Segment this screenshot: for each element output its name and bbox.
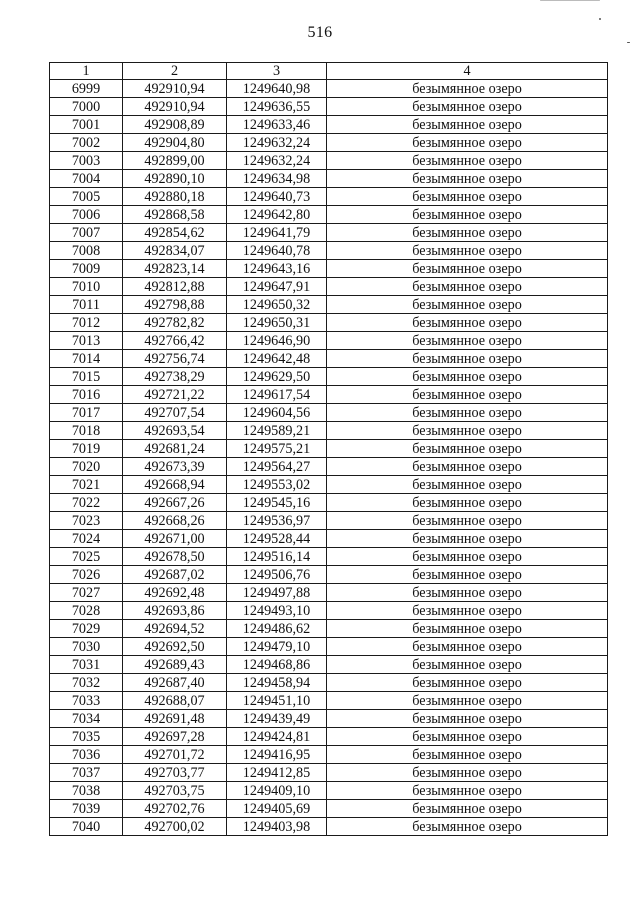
y-coordinate-cell: 1249640,73	[227, 188, 327, 206]
x-coordinate-cell: 492798,88	[123, 296, 227, 314]
point-number-cell: 7003	[50, 152, 123, 170]
table-row	[50, 674, 608, 692]
table-row	[50, 602, 608, 620]
y-coordinate-cell: 1249642,80	[227, 206, 327, 224]
object-name-cell: безымянное озеро	[327, 548, 608, 566]
y-coordinate-cell: 1249640,78	[227, 242, 327, 260]
table-row	[50, 728, 608, 746]
x-coordinate-cell: 492671,00	[123, 530, 227, 548]
object-name-cell: безымянное озеро	[327, 80, 608, 98]
table-row	[50, 692, 608, 710]
table-row	[50, 134, 608, 152]
object-name-cell: безымянное озеро	[327, 692, 608, 710]
point-number-cell: 7031	[50, 656, 123, 674]
x-coordinate-cell: 492667,26	[123, 494, 227, 512]
x-coordinate-cell: 492678,50	[123, 548, 227, 566]
point-number-cell: 7000	[50, 98, 123, 116]
table-row	[50, 386, 608, 404]
point-number-cell: 7040	[50, 818, 123, 836]
x-coordinate-cell: 492782,82	[123, 314, 227, 332]
object-name-cell: безымянное озеро	[327, 152, 608, 170]
table-row	[50, 116, 608, 134]
table-row	[50, 818, 608, 836]
point-number-cell: 7037	[50, 764, 123, 782]
point-number-cell: 6999	[50, 80, 123, 98]
table-row	[50, 260, 608, 278]
y-coordinate-cell: 1249497,88	[227, 584, 327, 602]
point-number-cell: 7034	[50, 710, 123, 728]
x-coordinate-cell: 492890,10	[123, 170, 227, 188]
y-coordinate-cell: 1249486,62	[227, 620, 327, 638]
y-coordinate-cell: 1249604,56	[227, 404, 327, 422]
y-coordinate-cell: 1249650,32	[227, 296, 327, 314]
table-row	[50, 656, 608, 674]
point-number-cell: 7027	[50, 584, 123, 602]
table-row	[50, 584, 608, 602]
table-row	[50, 764, 608, 782]
x-coordinate-cell: 492868,58	[123, 206, 227, 224]
y-coordinate-cell: 1249458,94	[227, 674, 327, 692]
y-coordinate-cell: 1249493,10	[227, 602, 327, 620]
object-name-cell: безымянное озеро	[327, 458, 608, 476]
object-name-cell: безымянное озеро	[327, 170, 608, 188]
object-name-cell: безымянное озеро	[327, 404, 608, 422]
x-coordinate-cell: 492694,52	[123, 620, 227, 638]
point-number-cell: 7018	[50, 422, 123, 440]
table-row	[50, 170, 608, 188]
object-name-cell: безымянное озеро	[327, 134, 608, 152]
point-number-cell: 7023	[50, 512, 123, 530]
table-row	[50, 440, 608, 458]
table-row	[50, 638, 608, 656]
object-name-cell: безымянное озеро	[327, 476, 608, 494]
object-name-cell: безымянное озеро	[327, 314, 608, 332]
coordinates-table	[49, 62, 608, 836]
point-number-cell: 7017	[50, 404, 123, 422]
y-coordinate-cell: 1249451,10	[227, 692, 327, 710]
point-number-cell: 7019	[50, 440, 123, 458]
point-number-cell: 7008	[50, 242, 123, 260]
object-name-cell: безымянное озеро	[327, 440, 608, 458]
object-name-cell: безымянное озеро	[327, 224, 608, 242]
table-row	[50, 206, 608, 224]
object-name-cell: безымянное озеро	[327, 296, 608, 314]
x-coordinate-cell: 492689,43	[123, 656, 227, 674]
y-coordinate-cell: 1249424,81	[227, 728, 327, 746]
y-coordinate-cell: 1249632,24	[227, 134, 327, 152]
y-coordinate-cell: 1249650,31	[227, 314, 327, 332]
header-row	[50, 63, 608, 80]
x-coordinate-cell: 492880,18	[123, 188, 227, 206]
object-name-cell: безымянное озеро	[327, 242, 608, 260]
object-name-cell: безымянное озеро	[327, 674, 608, 692]
x-coordinate-cell: 492703,75	[123, 782, 227, 800]
object-name-cell: безымянное озеро	[327, 602, 608, 620]
y-coordinate-cell: 1249405,69	[227, 800, 327, 818]
table-row	[50, 512, 608, 530]
object-name-cell: безымянное озеро	[327, 566, 608, 584]
point-number-cell: 7012	[50, 314, 123, 332]
table-row	[50, 566, 608, 584]
point-number-cell: 7013	[50, 332, 123, 350]
object-name-cell: безымянное озеро	[327, 98, 608, 116]
point-number-cell: 7007	[50, 224, 123, 242]
table-row	[50, 278, 608, 296]
x-coordinate-cell: 492812,88	[123, 278, 227, 296]
y-coordinate-cell: 1249479,10	[227, 638, 327, 656]
y-coordinate-cell: 1249439,49	[227, 710, 327, 728]
y-coordinate-cell: 1249641,79	[227, 224, 327, 242]
x-coordinate-cell: 492702,76	[123, 800, 227, 818]
point-number-cell: 7021	[50, 476, 123, 494]
object-name-cell: безымянное озеро	[327, 638, 608, 656]
page-number: 516	[307, 24, 333, 41]
x-coordinate-cell: 492687,40	[123, 674, 227, 692]
point-number-cell: 7005	[50, 188, 123, 206]
point-number-cell: 7006	[50, 206, 123, 224]
table-row	[50, 422, 608, 440]
object-name-cell: безымянное озеро	[327, 278, 608, 296]
x-coordinate-cell: 492721,22	[123, 386, 227, 404]
table-header	[50, 63, 608, 80]
y-coordinate-cell: 1249468,86	[227, 656, 327, 674]
table-row	[50, 224, 608, 242]
x-coordinate-cell: 492823,14	[123, 260, 227, 278]
object-name-cell: безымянное озеро	[327, 710, 608, 728]
point-number-cell: 7010	[50, 278, 123, 296]
y-coordinate-cell: 1249575,21	[227, 440, 327, 458]
point-number-cell: 7002	[50, 134, 123, 152]
point-number-cell: 7035	[50, 728, 123, 746]
point-number-cell: 7026	[50, 566, 123, 584]
table-row	[50, 620, 608, 638]
table-row	[50, 350, 608, 368]
table-row	[50, 548, 608, 566]
x-coordinate-cell: 492688,07	[123, 692, 227, 710]
point-number-cell: 7015	[50, 368, 123, 386]
point-number-cell: 7039	[50, 800, 123, 818]
table-row	[50, 368, 608, 386]
column-header-point-number: 1	[50, 63, 123, 80]
x-coordinate-cell: 492693,86	[123, 602, 227, 620]
x-coordinate-cell: 492910,94	[123, 80, 227, 98]
object-name-cell: безымянное озеро	[327, 332, 608, 350]
y-coordinate-cell: 1249412,85	[227, 764, 327, 782]
table-row	[50, 98, 608, 116]
object-name-cell: безымянное озеро	[327, 656, 608, 674]
table-row	[50, 710, 608, 728]
point-number-cell: 7025	[50, 548, 123, 566]
x-coordinate-cell: 492834,07	[123, 242, 227, 260]
y-coordinate-cell: 1249553,02	[227, 476, 327, 494]
x-coordinate-cell: 492854,62	[123, 224, 227, 242]
point-number-cell: 7024	[50, 530, 123, 548]
point-number-cell: 7004	[50, 170, 123, 188]
object-name-cell: безымянное озеро	[327, 818, 608, 836]
y-coordinate-cell: 1249506,76	[227, 566, 327, 584]
point-number-cell: 7016	[50, 386, 123, 404]
x-coordinate-cell: 492910,94	[123, 98, 227, 116]
x-coordinate-cell: 492681,24	[123, 440, 227, 458]
table-row	[50, 332, 608, 350]
x-coordinate-cell: 492691,48	[123, 710, 227, 728]
point-number-cell: 7014	[50, 350, 123, 368]
object-name-cell: безымянное озеро	[327, 764, 608, 782]
scan-artifact	[627, 42, 630, 43]
table-row	[50, 404, 608, 422]
object-name-cell: безымянное озеро	[327, 368, 608, 386]
object-name-cell: безымянное озеро	[327, 584, 608, 602]
x-coordinate-cell: 492692,48	[123, 584, 227, 602]
y-coordinate-cell: 1249632,24	[227, 152, 327, 170]
table-row	[50, 296, 608, 314]
x-coordinate-cell: 492687,02	[123, 566, 227, 584]
point-number-cell: 7020	[50, 458, 123, 476]
point-number-cell: 7028	[50, 602, 123, 620]
x-coordinate-cell: 492904,80	[123, 134, 227, 152]
x-coordinate-cell: 492697,28	[123, 728, 227, 746]
y-coordinate-cell: 1249647,91	[227, 278, 327, 296]
point-number-cell: 7038	[50, 782, 123, 800]
x-coordinate-cell: 492738,29	[123, 368, 227, 386]
x-coordinate-cell: 492701,72	[123, 746, 227, 764]
table-row	[50, 746, 608, 764]
point-number-cell: 7036	[50, 746, 123, 764]
y-coordinate-cell: 1249640,98	[227, 80, 327, 98]
object-name-cell: безымянное озеро	[327, 620, 608, 638]
y-coordinate-cell: 1249646,90	[227, 332, 327, 350]
x-coordinate-cell: 492673,39	[123, 458, 227, 476]
point-number-cell: 7030	[50, 638, 123, 656]
object-name-cell: безымянное озеро	[327, 116, 608, 134]
y-coordinate-cell: 1249416,95	[227, 746, 327, 764]
column-header-x-coordinate: 2	[123, 63, 227, 80]
x-coordinate-cell: 492693,54	[123, 422, 227, 440]
table-row	[50, 314, 608, 332]
x-coordinate-cell: 492707,54	[123, 404, 227, 422]
column-header-object-name: 4	[327, 63, 608, 80]
table-row	[50, 458, 608, 476]
table-row	[50, 494, 608, 512]
column-header-y-coordinate: 3	[227, 63, 327, 80]
table-row	[50, 152, 608, 170]
point-number-cell: 7029	[50, 620, 123, 638]
y-coordinate-cell: 1249617,54	[227, 386, 327, 404]
table-row	[50, 188, 608, 206]
y-coordinate-cell: 1249403,98	[227, 818, 327, 836]
table-row	[50, 782, 608, 800]
y-coordinate-cell: 1249409,10	[227, 782, 327, 800]
point-number-cell: 7011	[50, 296, 123, 314]
object-name-cell: безымянное озеро	[327, 422, 608, 440]
x-coordinate-cell: 492899,00	[123, 152, 227, 170]
object-name-cell: безымянное озеро	[327, 800, 608, 818]
scan-artifact	[599, 18, 601, 20]
object-name-cell: безымянное озеро	[327, 350, 608, 368]
y-coordinate-cell: 1249589,21	[227, 422, 327, 440]
y-coordinate-cell: 1249643,16	[227, 260, 327, 278]
x-coordinate-cell: 492700,02	[123, 818, 227, 836]
x-coordinate-cell: 492756,74	[123, 350, 227, 368]
x-coordinate-cell: 492703,77	[123, 764, 227, 782]
table-row	[50, 476, 608, 494]
y-coordinate-cell: 1249545,16	[227, 494, 327, 512]
x-coordinate-cell: 492908,89	[123, 116, 227, 134]
object-name-cell: безымянное озеро	[327, 386, 608, 404]
object-name-cell: безымянное озеро	[327, 728, 608, 746]
y-coordinate-cell: 1249528,44	[227, 530, 327, 548]
x-coordinate-cell: 492766,42	[123, 332, 227, 350]
point-number-cell: 7001	[50, 116, 123, 134]
point-number-cell: 7033	[50, 692, 123, 710]
y-coordinate-cell: 1249633,46	[227, 116, 327, 134]
point-number-cell: 7009	[50, 260, 123, 278]
table-row	[50, 800, 608, 818]
x-coordinate-cell: 492668,26	[123, 512, 227, 530]
table-row	[50, 530, 608, 548]
y-coordinate-cell: 1249516,14	[227, 548, 327, 566]
x-coordinate-cell: 492668,94	[123, 476, 227, 494]
table-body	[50, 80, 608, 836]
y-coordinate-cell: 1249536,97	[227, 512, 327, 530]
point-number-cell: 7032	[50, 674, 123, 692]
object-name-cell: безымянное озеро	[327, 188, 608, 206]
object-name-cell: безымянное озеро	[327, 782, 608, 800]
object-name-cell: безымянное озеро	[327, 530, 608, 548]
y-coordinate-cell: 1249564,27	[227, 458, 327, 476]
y-coordinate-cell: 1249634,98	[227, 170, 327, 188]
object-name-cell: безымянное озеро	[327, 260, 608, 278]
object-name-cell: безымянное озеро	[327, 746, 608, 764]
scan-artifact	[540, 0, 600, 1]
object-name-cell: безымянное озеро	[327, 512, 608, 530]
table-row	[50, 80, 608, 98]
y-coordinate-cell: 1249642,48	[227, 350, 327, 368]
object-name-cell: безымянное озеро	[327, 206, 608, 224]
point-number-cell: 7022	[50, 494, 123, 512]
y-coordinate-cell: 1249636,55	[227, 98, 327, 116]
object-name-cell: безымянное озеро	[327, 494, 608, 512]
y-coordinate-cell: 1249629,50	[227, 368, 327, 386]
x-coordinate-cell: 492692,50	[123, 638, 227, 656]
table-row	[50, 242, 608, 260]
